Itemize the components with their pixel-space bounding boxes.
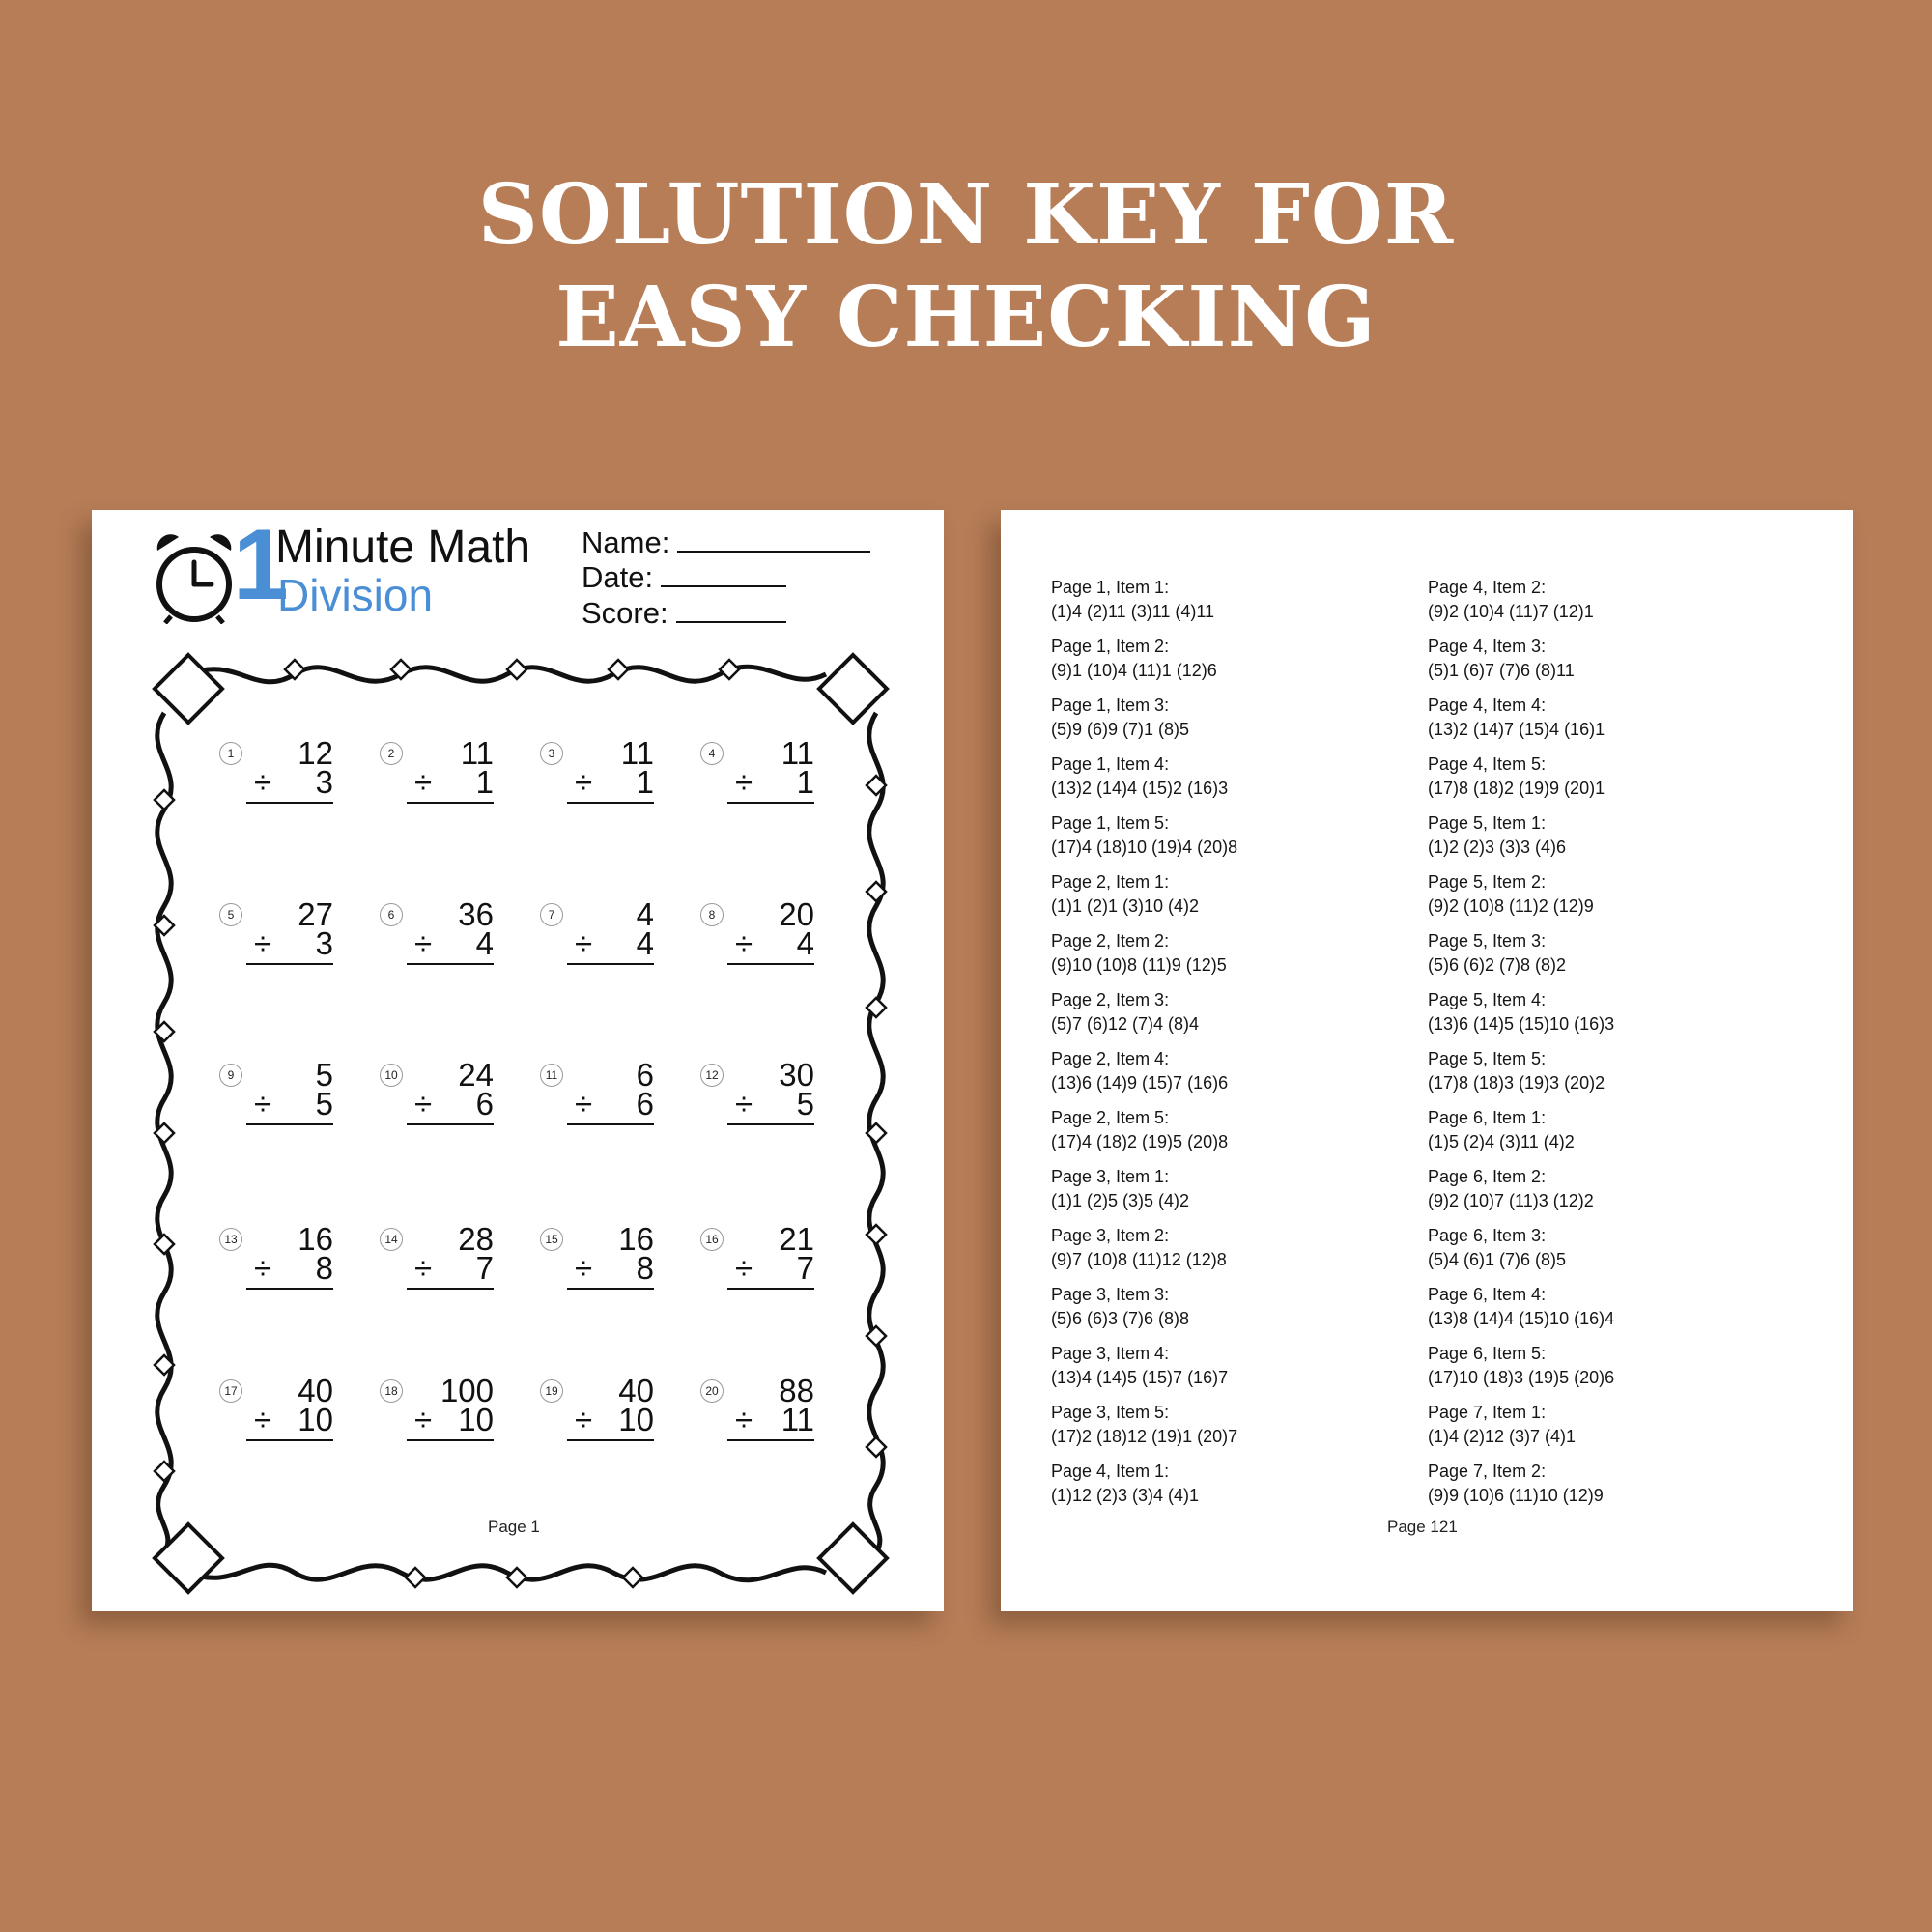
answer-key-entry-title: Page 2, Item 4: [1051,1049,1170,1068]
dividend: 30 [779,1057,814,1093]
problem-number: 3 [540,742,563,765]
answer-key-entry-title: Page 5, Item 5: [1428,1049,1547,1068]
answer-key-entry [1428,1342,1756,1401]
problem-number: 13 [219,1228,242,1251]
answer-key-entry-title: Page 4, Item 2: [1428,578,1547,597]
division-problem [540,735,675,829]
answer-key-entry [1428,811,1756,870]
divisor: 1 [796,764,814,800]
answer-key-entry [1051,635,1379,694]
dividend: 5 [315,1057,333,1093]
problem-number: 5 [219,903,242,926]
divisor: 6 [475,1086,494,1122]
divisor-row [246,1403,333,1441]
division-sign: ÷ [414,764,433,800]
answer-key-entry-answers: (13)2 (14)4 (15)2 (16)3 [1051,779,1229,798]
headline [0,164,1932,369]
divisor: 3 [315,764,333,800]
answer-key-entry-title: Page 1, Item 1: [1051,578,1170,597]
answer-key-entry-answers: (1)4 (2)11 (3)11 (4)11 [1051,602,1215,621]
divisor-row [407,926,494,965]
answer-key-entry [1428,1401,1756,1460]
divisor-row [407,1087,494,1125]
answer-key-entry-answers: (9)2 (10)7 (11)3 (12)2 [1428,1191,1594,1210]
divisor-row [567,1403,654,1441]
divisor: 6 [636,1086,654,1122]
answer-key-entry-answers: (9)1 (10)4 (11)1 (12)6 [1051,661,1217,680]
one-minute-number: 1 [233,509,289,621]
answer-key-entry [1051,1283,1379,1342]
answer-key-entry-title: Page 5, Item 3: [1428,931,1547,951]
division-problem [380,1221,515,1315]
division-problem [540,896,675,990]
score-label: Score: [582,596,668,630]
problem-number: 17 [219,1379,242,1403]
answer-key-entry [1428,1460,1756,1519]
dividend: 27 [298,896,333,932]
dividend: 4 [636,896,654,932]
worksheet-page [92,510,944,1611]
answer-key-entry-answers: (17)8 (18)2 (19)9 (20)1 [1428,779,1605,798]
division-problem [700,896,836,990]
dividend: 100 [440,1373,494,1408]
answer-key-entry-answers: (9)9 (10)6 (11)10 (12)9 [1428,1486,1604,1505]
dividend: 16 [618,1221,654,1257]
division-sign: ÷ [735,1402,753,1437]
answer-key-entry [1051,1342,1379,1401]
answer-key-entry-answers: (5)6 (6)2 (7)8 (8)2 [1428,955,1567,975]
answer-key-entry [1051,1460,1379,1519]
divisor: 8 [315,1250,333,1286]
answer-key-entry [1051,929,1379,988]
divisor-row [407,1403,494,1441]
answer-key-entry-title: Page 6, Item 5: [1428,1344,1547,1363]
answer-key-entry-answers: (1)2 (2)3 (3)3 (4)6 [1428,838,1567,857]
headline-line-1: SOLUTION KEY FOR [477,166,1455,264]
answer-key-entry-title: Page 5, Item 1: [1428,813,1547,833]
division-problem [219,1057,355,1151]
date-label: Date: [582,560,654,594]
division-problem [219,735,355,829]
dividend: 16 [298,1221,333,1257]
division-sign: ÷ [575,1250,593,1286]
dividend: 36 [458,896,494,932]
answer-key-entry-title: Page 2, Item 2: [1051,931,1170,951]
answer-key-entry-answers: (17)2 (18)12 (19)1 (20)7 [1051,1427,1238,1446]
answer-key-entry-title: Page 4, Item 5: [1428,754,1547,774]
answer-key-entry-title: Page 1, Item 4: [1051,754,1170,774]
answer-key-entry [1051,1106,1379,1165]
division-sign: ÷ [575,1402,593,1437]
division-sign: ÷ [254,1086,272,1122]
divisor-row [567,926,654,965]
answer-key-entry-title: Page 3, Item 4: [1051,1344,1170,1363]
answer-key-entry [1051,694,1379,753]
answer-key-entry-answers: (17)10 (18)3 (19)5 (20)6 [1428,1368,1615,1387]
answer-key-page-number: Page 121 [1387,1518,1458,1536]
dividend: 11 [620,735,654,771]
answer-key-entry [1051,1401,1379,1460]
answer-key-entry-answers: (13)4 (14)5 (15)7 (16)7 [1051,1368,1229,1387]
divisor: 5 [796,1086,814,1122]
problem-number: 6 [380,903,403,926]
answer-key-entry [1051,1224,1379,1283]
division-problem [540,1057,675,1151]
divisor: 10 [298,1402,333,1437]
answer-key-entry-title: Page 2, Item 3: [1051,990,1170,1009]
answer-key-entry-title: Page 5, Item 2: [1428,872,1547,892]
divisor: 11 [781,1402,814,1437]
headline-line-2: EASY CHECKING [555,269,1377,366]
divisor: 5 [315,1086,333,1122]
answer-key-entry [1428,870,1756,929]
division-sign: ÷ [735,1086,753,1122]
divisor-row [246,765,333,804]
problem-number: 7 [540,903,563,926]
answer-key-entry-answers: (9)7 (10)8 (11)12 (12)8 [1051,1250,1227,1269]
answer-key-entry [1428,753,1756,811]
division-sign: ÷ [254,764,272,800]
problem-number: 16 [700,1228,724,1251]
divisor-row [727,765,814,804]
division-sign: ÷ [735,764,753,800]
answer-key-entry [1051,870,1379,929]
dividend: 11 [460,735,494,771]
dividend: 21 [779,1221,814,1257]
worksheet-page-number: Page 1 [488,1518,540,1536]
division-problem [219,896,355,990]
divisor-row [727,1251,814,1290]
answer-key-entry-answers: (5)6 (6)3 (7)6 (8)8 [1051,1309,1190,1328]
problem-number: 8 [700,903,724,926]
answer-key-entry [1051,1047,1379,1106]
division-sign: ÷ [414,1086,433,1122]
divisor: 7 [796,1250,814,1286]
dividend: 6 [636,1057,654,1093]
answer-key-entry-title: Page 3, Item 3: [1051,1285,1170,1304]
division-problem [380,1057,515,1151]
answer-key-entry-title: Page 1, Item 2: [1051,637,1170,656]
division-sign: ÷ [254,925,272,961]
problem-number: 20 [700,1379,724,1403]
answer-key-entry-answers: (5)9 (6)9 (7)1 (8)5 [1051,720,1190,739]
answer-key-entry-answers: (9)2 (10)8 (11)2 (12)9 [1428,896,1594,916]
answer-key-entry [1428,1106,1756,1165]
divisor-row [567,1087,654,1125]
divisor-row [246,1251,333,1290]
problem-number: 10 [380,1064,403,1087]
answer-key-entry-title: Page 6, Item 4: [1428,1285,1547,1304]
problem-number: 1 [219,742,242,765]
answer-key-entry-answers: (5)1 (6)7 (7)6 (8)11 [1428,661,1575,680]
dividend: 40 [618,1373,654,1408]
answer-key-entry-answers: (13)6 (14)9 (15)7 (16)6 [1051,1073,1229,1093]
answer-key-entry-title: Page 3, Item 1: [1051,1167,1170,1186]
answer-key-entry [1428,1047,1756,1106]
answer-key-entry-title: Page 4, Item 3: [1428,637,1547,656]
problem-number: 18 [380,1379,403,1403]
answer-key-entry-answers: (1)5 (2)4 (3)11 (4)2 [1428,1132,1575,1151]
answer-key-entry [1428,1283,1756,1342]
dividend: 11 [781,735,814,771]
answer-key-entry-answers: (1)4 (2)12 (3)7 (4)1 [1428,1427,1577,1446]
divisor-row [407,765,494,804]
answer-key-entry-title: Page 7, Item 1: [1428,1403,1547,1422]
answer-key-entry [1428,635,1756,694]
division-sign: ÷ [575,764,593,800]
division-problem [219,1221,355,1315]
answer-key-entry-title: Page 5, Item 4: [1428,990,1547,1009]
answer-key-entry [1428,694,1756,753]
division-problem [219,1373,355,1466]
answer-key-entry-title: Page 6, Item 1: [1428,1108,1547,1127]
name-label: Name: [582,526,670,559]
answer-key-entry-title: Page 1, Item 3: [1051,696,1170,715]
divisor: 1 [636,764,654,800]
division-problem [700,1221,836,1315]
division-sign: ÷ [254,1250,272,1286]
answer-key-entry [1051,1165,1379,1224]
answer-key-entry-answers: (13)2 (14)7 (15)4 (16)1 [1428,720,1605,739]
division-sign: ÷ [575,1086,593,1122]
division-sign: ÷ [414,925,433,961]
answer-key-column-2 [1428,576,1756,1519]
division-sign: ÷ [735,1250,753,1286]
answer-key-entry-title: Page 4, Item 4: [1428,696,1547,715]
division-sign: ÷ [414,1402,433,1437]
divisor: 4 [475,925,494,961]
answer-key-entry-title: Page 4, Item 1: [1051,1462,1170,1481]
dividend: 28 [458,1221,494,1257]
divisor: 8 [636,1250,654,1286]
problem-number: 12 [700,1064,724,1087]
problem-number: 2 [380,742,403,765]
divisor: 4 [636,925,654,961]
divisor-row [567,765,654,804]
answer-key-entry-answers: (5)4 (6)1 (7)6 (8)5 [1428,1250,1567,1269]
divisor-row [727,1087,814,1125]
answer-key-entry [1428,576,1756,635]
answer-key-entry-title: Page 3, Item 5: [1051,1403,1170,1422]
answer-key-entry-answers: (17)8 (18)3 (19)3 (20)2 [1428,1073,1605,1093]
divisor-row [407,1251,494,1290]
dividend: 20 [779,896,814,932]
divisor: 1 [475,764,494,800]
division-sign: ÷ [575,925,593,961]
answer-key-entry-title: Page 2, Item 1: [1051,872,1170,892]
problem-number: 19 [540,1379,563,1403]
division-sign: ÷ [735,925,753,961]
dividend: 40 [298,1373,333,1408]
answer-key-entry-answers: (17)4 (18)2 (19)5 (20)8 [1051,1132,1229,1151]
answer-key-entry-answers: (9)2 (10)4 (11)7 (12)1 [1428,602,1594,621]
answer-key-entry-answers: (17)4 (18)10 (19)4 (20)8 [1051,838,1238,857]
problem-number: 15 [540,1228,563,1251]
answer-key-entry [1051,753,1379,811]
answer-key-entry-answers: (1)1 (2)1 (3)10 (4)2 [1051,896,1200,916]
answer-key-entry-title: Page 3, Item 2: [1051,1226,1170,1245]
problem-number: 9 [219,1064,242,1087]
answer-key-entry-answers: (13)8 (14)4 (15)10 (16)4 [1428,1309,1615,1328]
divisor-row [246,1087,333,1125]
division-problem [380,896,515,990]
answer-key-entry [1428,1165,1756,1224]
worksheet-title: Minute Math [275,522,531,573]
answer-key-entry-answers: (5)7 (6)12 (7)4 (8)4 [1051,1014,1200,1034]
answer-key-column-1 [1051,576,1379,1519]
answer-key-entry [1051,576,1379,635]
divisor: 7 [475,1250,494,1286]
dividend: 24 [458,1057,494,1093]
dividend: 88 [779,1373,814,1408]
divisor-row [246,926,333,965]
divisor: 10 [618,1402,654,1437]
division-problem [540,1221,675,1315]
divisor: 3 [315,925,333,961]
answer-key-entry-title: Page 2, Item 5: [1051,1108,1170,1127]
divisor-row [727,1403,814,1441]
answer-key-entry [1051,811,1379,870]
division-problem [540,1373,675,1466]
division-problem [700,1057,836,1151]
division-sign: ÷ [254,1402,272,1437]
division-problem [700,1373,836,1466]
divisor: 4 [796,925,814,961]
answer-key-entry [1051,988,1379,1047]
division-problem [380,735,515,829]
divisor-row [727,926,814,965]
answer-key-page [1001,510,1853,1611]
answer-key-entry-title: Page 7, Item 2: [1428,1462,1547,1481]
answer-key-entry [1428,988,1756,1047]
dividend: 12 [298,735,333,771]
answer-key-entry-title: Page 6, Item 2: [1428,1167,1547,1186]
answer-key-entry-title: Page 1, Item 5: [1051,813,1170,833]
answer-key-entry-answers: (1)1 (2)5 (3)5 (4)2 [1051,1191,1190,1210]
divisor: 10 [458,1402,494,1437]
division-sign: ÷ [414,1250,433,1286]
worksheet-subtitle: Division [277,570,434,620]
division-problem [700,735,836,829]
problem-number: 4 [700,742,724,765]
division-problem [380,1373,515,1466]
answer-key-entry-answers: (13)6 (14)5 (15)10 (16)3 [1428,1014,1615,1034]
answer-key-entry-answers: (1)12 (2)3 (3)4 (4)1 [1051,1486,1200,1505]
problem-number: 14 [380,1228,403,1251]
answer-key-entry [1428,1224,1756,1283]
problem-number: 11 [540,1064,563,1087]
answer-key-entry-answers: (9)10 (10)8 (11)9 (12)5 [1051,955,1227,975]
answer-key-entry-title: Page 6, Item 3: [1428,1226,1547,1245]
answer-key-entry [1428,929,1756,988]
divisor-row [567,1251,654,1290]
